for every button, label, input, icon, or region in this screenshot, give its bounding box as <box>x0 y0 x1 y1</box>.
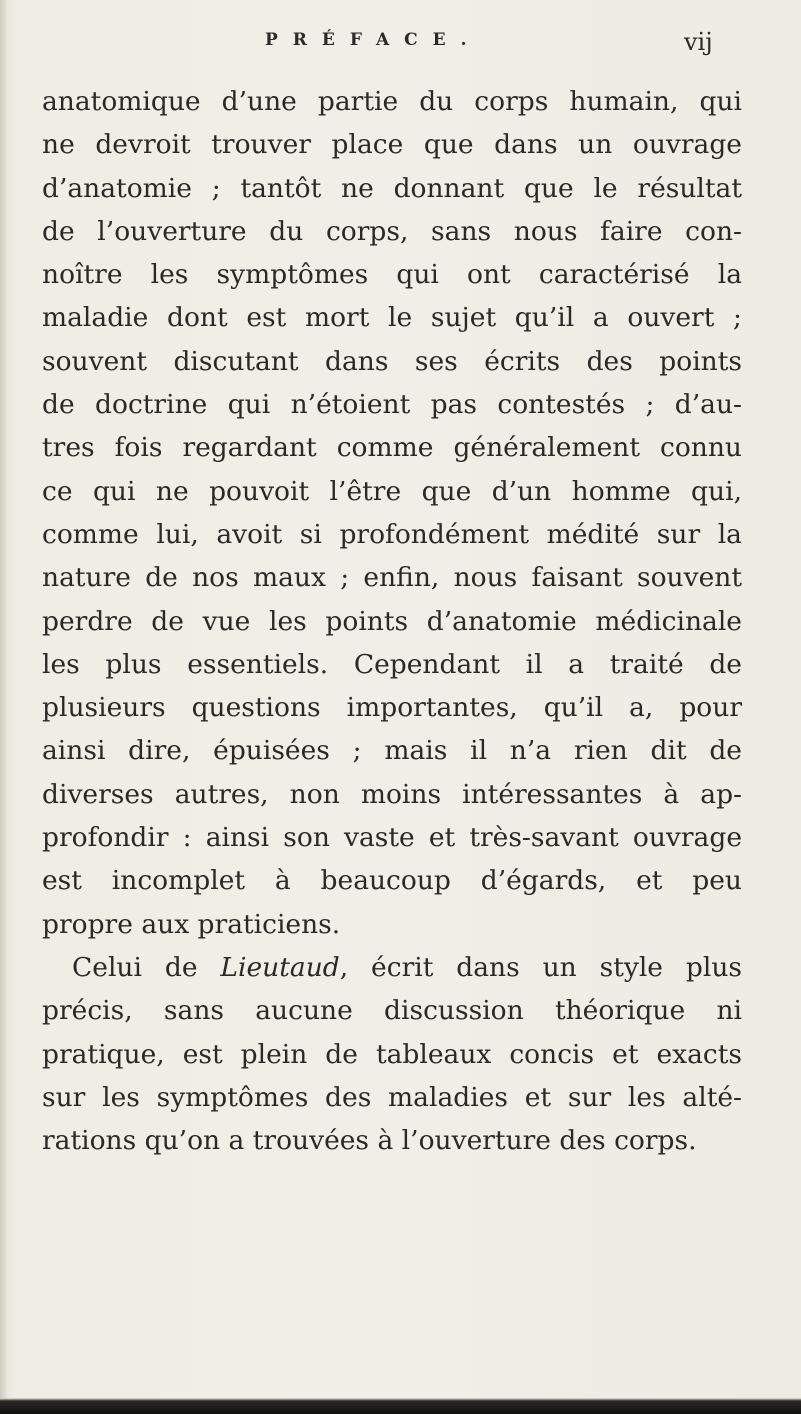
body-text <box>42 80 742 1162</box>
running-head: PRÉFACE. <box>265 30 482 50</box>
author-name: Lieutaud <box>220 951 340 983</box>
text-line: d’anatomie ; tantôt ne donnant que le résultat <box>42 172 742 204</box>
text-line: nature de nos maux ; enfin, nous faisant souvent <box>42 562 742 594</box>
text-line: souvent discutant dans ses écrits des points <box>42 345 742 377</box>
text-line: précis, sans aucune discussion théorique ni <box>42 995 742 1027</box>
paragraph-start-line <box>42 946 742 989</box>
text-line: comme lui, avoit si profondément médité sur la <box>42 518 742 550</box>
text-line: profondir : ainsi son vaste et très-savant ouvrage <box>42 822 742 854</box>
text-line: diverses autres, non moins intéressantes à ap- <box>42 778 742 810</box>
text-line: tres fois regardant comme généralement connu <box>42 432 742 464</box>
text-fragment: , écrit dans un style plus <box>339 951 742 983</box>
page-number: vij <box>684 28 713 56</box>
page-gutter-edge <box>0 0 7 1414</box>
text-line: est incomplet à beaucoup d’égards, et peu <box>42 865 742 897</box>
text-line: pratique, est plein de tableaux concis et exacts <box>42 1038 742 1070</box>
paragraph-end-line: propre aux praticiens. <box>42 908 341 940</box>
text-line: ne devroit trouver place que dans un ouvrage <box>42 129 742 161</box>
text-line: de l’ouverture du corps, sans nous faire con- <box>42 215 742 247</box>
text-line: anatomique d’une partie du corps humain, qui <box>42 86 742 117</box>
text-line: perdre de vue les points d’anatomie médicinale <box>42 605 742 637</box>
text-line: sur les symptômes des maladies et sur les alté- <box>42 1081 742 1113</box>
text-line: maladie dont est mort le sujet qu’il a ouvert ; <box>42 302 742 334</box>
text-fragment: Celui de <box>72 951 221 983</box>
page-bottom-edge <box>0 1398 801 1414</box>
page-header <box>0 20 801 70</box>
text-line: ce qui ne pouvoit l’être que d’un homme qui, <box>42 475 742 507</box>
text-line: plusieurs questions importantes, qu’il a, pour <box>42 692 742 724</box>
text-line: de doctrine qui n’étoient pas contestés ; d’au- <box>42 389 742 421</box>
text-line: ainsi dire, épuisées ; mais il n’a rien dit de <box>42 735 742 767</box>
text-line: noître les symptômes qui ont caractérisé la <box>42 259 742 291</box>
text-line: les plus essentiels. Cependant il a traité de <box>42 648 742 680</box>
paragraph-end-line: rations qu’on a trouvées à l’ouverture des corps. <box>42 1125 697 1157</box>
